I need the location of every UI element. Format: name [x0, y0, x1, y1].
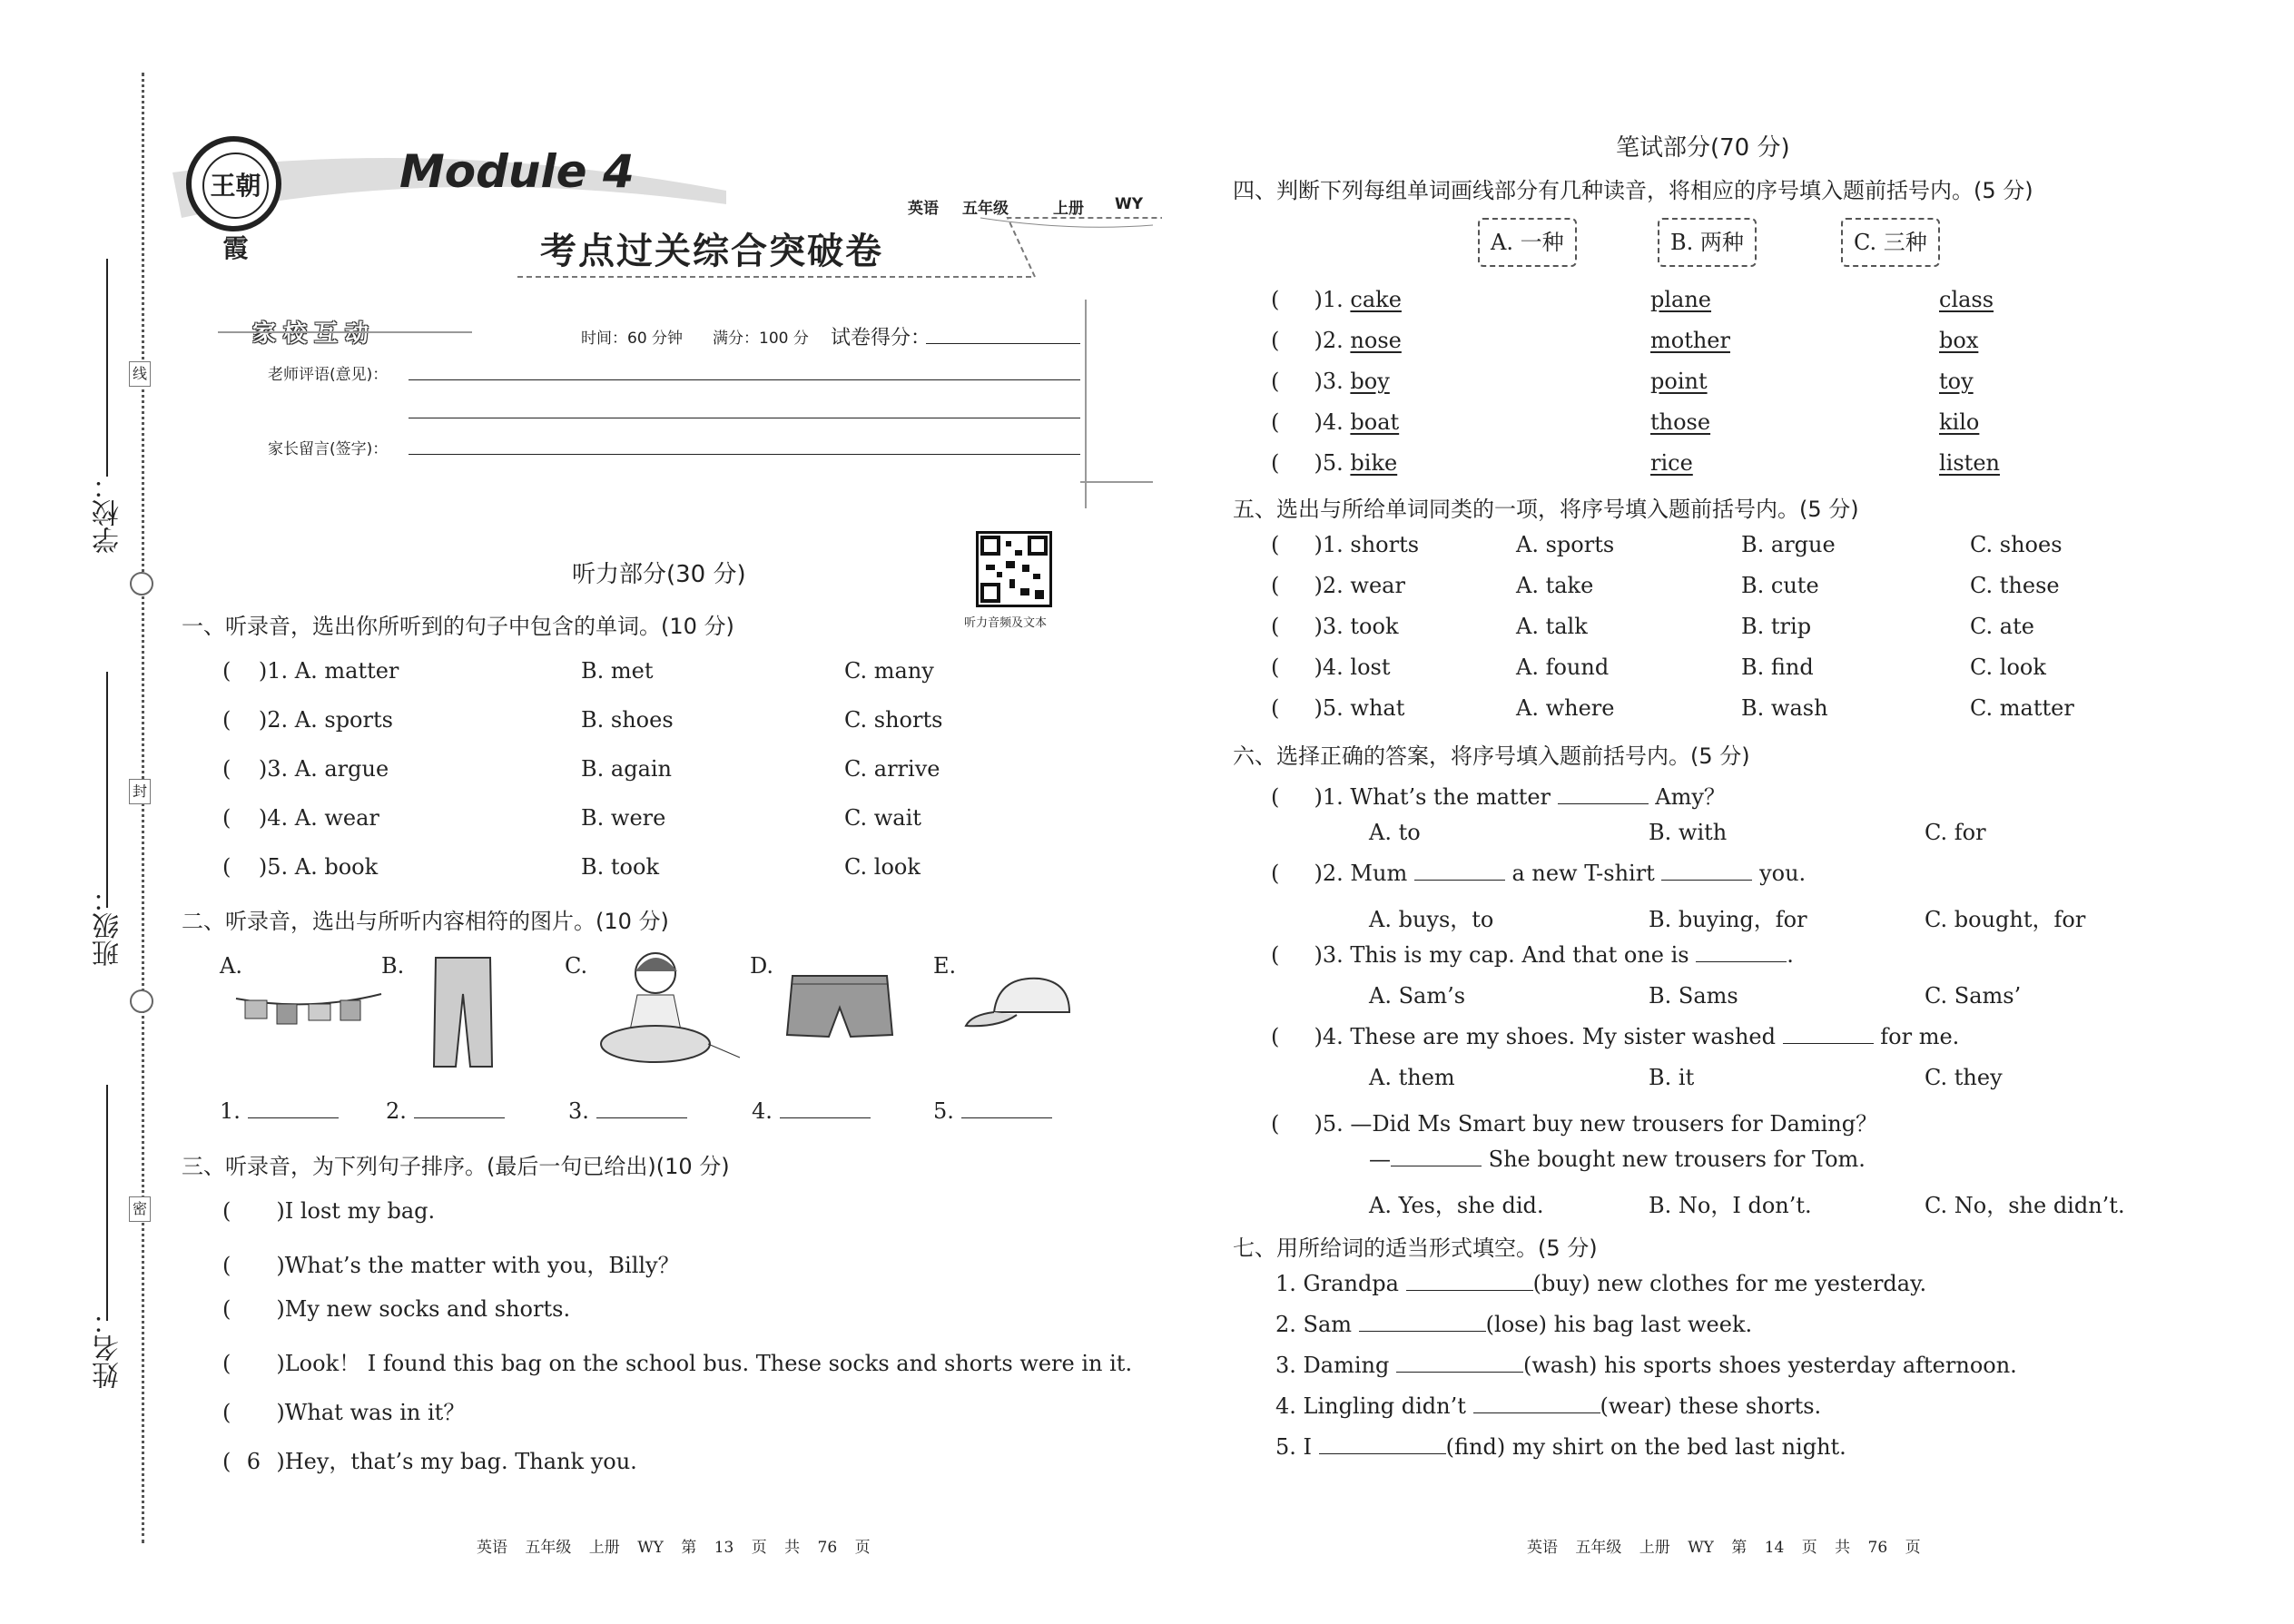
- s4-q1-w3: class: [1939, 287, 1994, 312]
- option-c-three-sounds: C. 三种: [1841, 218, 1940, 267]
- s3-line-5: ( )What was in it？: [222, 1400, 466, 1425]
- section-7-heading: 七、用所给词的适当形式填空。(5 分): [1233, 1235, 1598, 1261]
- option-b-two-sounds: B. 两种: [1658, 218, 1757, 267]
- school-underline: [106, 259, 108, 477]
- s5-q3-a: A. talk: [1516, 614, 1588, 639]
- s4-q3: ( )3. boy: [1271, 369, 1390, 394]
- section-6-heading: 六、选择正确的答案，将序号填入题前括号内。(5 分): [1233, 743, 1750, 769]
- s5-q4: ( )4. lost: [1271, 655, 1391, 680]
- tag-subject: 英语: [908, 200, 939, 218]
- footer-left: 英语 五年级 上册 WY 第 13 页 共 76 页: [477, 1539, 871, 1557]
- clothesline-picture: [231, 980, 386, 1035]
- s7-q4: 4. Lingling didn’t (wear) these shorts.: [1275, 1393, 1822, 1419]
- pic-label-c: C.: [565, 953, 588, 979]
- s6-q5-reply: — She bought new trousers for Tom.: [1369, 1147, 1866, 1172]
- pic-answer-4[interactable]: 4.: [752, 1098, 871, 1124]
- s5-q2: ( )2. wear: [1271, 573, 1405, 598]
- s6-q5-b: B. No，I don’t.: [1649, 1193, 1812, 1218]
- pic-label-d: D.: [750, 953, 774, 979]
- badge-rule: [218, 331, 472, 333]
- s6-q1-b: B. with: [1649, 820, 1728, 845]
- s1-q1-c: C. many: [844, 658, 934, 684]
- s4-q1: ( )1. cake: [1271, 287, 1402, 312]
- pic-label-a: A.: [220, 953, 242, 979]
- s1-q1: ( )1. A. matter: [222, 658, 399, 684]
- parent-comment-label: 家长留言(签字)：: [268, 440, 389, 458]
- class-underline: [106, 672, 108, 908]
- s6-q3-a: A. Sam’s: [1369, 983, 1466, 1009]
- s1-q5-b: B. took: [581, 854, 659, 880]
- s6-q1-a: A. to: [1369, 820, 1421, 845]
- section-4-heading: 四、判断下列每组单词画线部分有几种读音，将相应的序号填入题前括号内。(5 分): [1233, 178, 2033, 203]
- pic-answer-3[interactable]: 3.: [568, 1098, 687, 1124]
- qr-caption: 听力音频及文本: [964, 616, 1048, 630]
- school-label: 学校：: [93, 472, 124, 554]
- binding-dotted-line: [142, 73, 144, 1543]
- s1-q4-c: C. wait: [844, 805, 921, 831]
- box-rule-v: [1085, 300, 1087, 508]
- s1-q3-c: C. arrive: [844, 756, 940, 782]
- s5-q5-a: A. where: [1516, 695, 1615, 721]
- s6-q1: ( )1. What’s the matter Amy？: [1271, 784, 1726, 810]
- s4-q4: ( )4. boat: [1271, 409, 1400, 435]
- s5-q1: ( )1. shorts: [1271, 532, 1420, 557]
- s1-q5-c: C. look: [844, 854, 921, 880]
- s6-q4-b: B. it: [1649, 1065, 1695, 1090]
- s6-q3-b: B. Sams: [1649, 983, 1738, 1009]
- seal-mark-2: 封: [129, 779, 151, 804]
- s6-q2-c: C. bought，for: [1925, 907, 2086, 932]
- s3-line-2: ( )What’s the matter with you，Billy？: [222, 1253, 680, 1278]
- pic-label-e: E.: [933, 953, 957, 979]
- s5-q5: ( )5. what: [1271, 695, 1405, 721]
- parent-comment-line[interactable]: [409, 454, 1080, 455]
- s1-q1-b: B. met: [581, 658, 654, 684]
- s6-q1-c: C. for: [1925, 820, 1986, 845]
- s6-q4-c: C. they: [1925, 1065, 2003, 1090]
- s5-q5-c: C. matter: [1970, 695, 2074, 721]
- listening-title: 听力部分(30 分): [572, 561, 746, 588]
- s1-q4: ( )4. A. wear: [222, 805, 379, 831]
- s4-q2: ( )2. nose: [1271, 328, 1402, 353]
- binding-hole-2: [130, 989, 153, 1013]
- s1-q5: ( )5. A. book: [222, 854, 379, 880]
- name-underline: [106, 1085, 108, 1321]
- s4-q3-w2: point: [1650, 369, 1708, 394]
- s4-q5-w3: listen: [1939, 450, 2000, 476]
- score-label: 试卷得分：: [831, 327, 931, 349]
- qr-code[interactable]: [976, 531, 1052, 607]
- s1-q4-b: B. were: [581, 805, 666, 831]
- tag-edition: WY: [1115, 195, 1144, 213]
- s5-q1-a: A. sports: [1516, 532, 1615, 557]
- girl-washing-picture: [590, 944, 744, 1071]
- s7-q3: 3. Daming (wash) his sports shoes yesterday afternoon.: [1275, 1353, 2017, 1378]
- s5-q4-b: B. find: [1741, 655, 1814, 680]
- s3-line-4: ( )Look！ I found this bag on the school bus. These socks and shorts were in it.: [222, 1351, 1133, 1376]
- s1-q3: ( )3. A. argue: [222, 756, 389, 782]
- section-3-heading: 三、听录音，为下列句子排序。(最后一句已给出)(10 分): [182, 1154, 730, 1179]
- s4-q5: ( )5. bike: [1271, 450, 1398, 476]
- section-2-heading: 二、听录音，选出与所听内容相符的图片。(10 分): [182, 909, 669, 934]
- tag-grade: 五年级: [962, 200, 1009, 218]
- section-1-heading: 一、听录音，选出你所听到的句子中包含的单词。(10 分): [182, 614, 734, 639]
- s1-q2-b: B. shoes: [581, 707, 674, 733]
- pic-answer-1[interactable]: 1.: [220, 1098, 339, 1124]
- box-rule-h: [1080, 481, 1153, 483]
- s5-q5-b: B. wash: [1741, 695, 1828, 721]
- exam-time: 时间：60 分钟: [581, 330, 684, 348]
- s6-q2-b: B. buying，for: [1649, 907, 1807, 932]
- s1-q2: ( )2. A. sports: [222, 707, 393, 733]
- s6-q4-a: A. them: [1369, 1065, 1455, 1090]
- module-title: Module 4: [399, 145, 635, 198]
- option-a-one-sound: A. 一种: [1478, 218, 1577, 267]
- trousers-picture: [427, 953, 499, 1071]
- s5-q4-c: C. look: [1970, 655, 2046, 680]
- s7-q5: 5. I (find) my shirt on the bed last night.: [1275, 1434, 1846, 1460]
- s4-q2-w3: box: [1939, 328, 1979, 353]
- brand-seal: [186, 136, 281, 263]
- s6-q3: ( )3. This is my cap. And that one is .: [1271, 942, 1794, 968]
- brand-name: 王朝霞: [202, 153, 269, 219]
- pic-label-b: B.: [381, 953, 405, 979]
- writing-title: 笔试部分(70 分): [1616, 134, 1790, 162]
- s5-q3: ( )3. took: [1271, 614, 1399, 639]
- s5-q3-b: B. trip: [1741, 614, 1812, 639]
- s6-q4: ( )4. These are my shoes. My sister washed for me.: [1271, 1024, 1960, 1049]
- section-5-heading: 五、选出与所给单词同类的一项，将序号填入题前括号内。(5 分): [1233, 497, 1859, 522]
- s6-q2-a: A. buys，to: [1369, 907, 1494, 932]
- s4-q3-w3: toy: [1939, 369, 1974, 394]
- s4-q4-w3: kilo: [1939, 409, 1980, 435]
- s4-q1-w2: plane: [1650, 287, 1712, 312]
- teacher-comment-line-1[interactable]: [409, 379, 1080, 380]
- paper-title: 考点过关综合突破卷: [540, 231, 883, 272]
- s6-q5: ( )5. —Did Ms Smart buy new trousers for Daming？: [1271, 1111, 1878, 1137]
- exam-full-score: 满分：100 分: [713, 330, 809, 348]
- s5-q2-c: C. these: [1970, 573, 2060, 598]
- pic-answer-2[interactable]: 2.: [386, 1098, 505, 1124]
- home-school-badge: 家校互动: [252, 320, 377, 348]
- s5-q2-b: B. cute: [1741, 573, 1819, 598]
- s6-q3-c: C. Sams’: [1925, 983, 2022, 1009]
- s3-line-6: ( 6 )Hey，that’s my bag. Thank you.: [222, 1449, 637, 1474]
- cap-picture: [962, 971, 1076, 1035]
- pic-answer-5[interactable]: 5.: [933, 1098, 1052, 1124]
- s3-line-3: ( )My new socks and shorts.: [222, 1296, 571, 1322]
- score-field[interactable]: [926, 343, 1080, 344]
- tag-volume: 上册: [1053, 200, 1084, 218]
- s1-q2-c: C. shorts: [844, 707, 943, 733]
- seal-mark-3: 密: [129, 1196, 151, 1222]
- s5-q1-c: C. shoes: [1970, 532, 2063, 557]
- qr-pattern: [979, 534, 1049, 605]
- seal-mark-1: 线: [129, 361, 151, 387]
- class-label: 班级：: [93, 885, 124, 967]
- s4-q5-w2: rice: [1650, 450, 1693, 476]
- s5-q2-a: A. take: [1516, 573, 1594, 598]
- s6-q5-c: C. No，she didn’t.: [1925, 1193, 2125, 1218]
- name-label: 姓名：: [93, 1307, 124, 1389]
- s5-q4-a: A. found: [1516, 655, 1610, 680]
- s3-line-1: ( )I lost my bag.: [222, 1198, 436, 1224]
- teacher-comment-label: 老师评语(意见)：: [268, 366, 389, 384]
- s4-q2-w2: mother: [1650, 328, 1730, 353]
- s5-q3-c: C. ate: [1970, 614, 2034, 639]
- s1-q3-b: B. again: [581, 756, 673, 782]
- shorts-picture: [785, 971, 894, 1044]
- s6-q5-a: A. Yes，she did.: [1369, 1193, 1544, 1218]
- s7-q2: 2. Sam (lose) his bag last week.: [1275, 1312, 1753, 1337]
- s7-q1: 1. Grandpa (buy) new clothes for me yesterday.: [1275, 1271, 1927, 1296]
- s6-q2: ( )2. Mum a new T-shirt you.: [1271, 861, 1807, 886]
- s4-q4-w2: those: [1650, 409, 1711, 435]
- s5-q1-b: B. argue: [1741, 532, 1836, 557]
- binding-hole-1: [130, 572, 153, 595]
- footer-right: 英语 五年级 上册 WY 第 14 页 共 76 页: [1527, 1539, 1921, 1557]
